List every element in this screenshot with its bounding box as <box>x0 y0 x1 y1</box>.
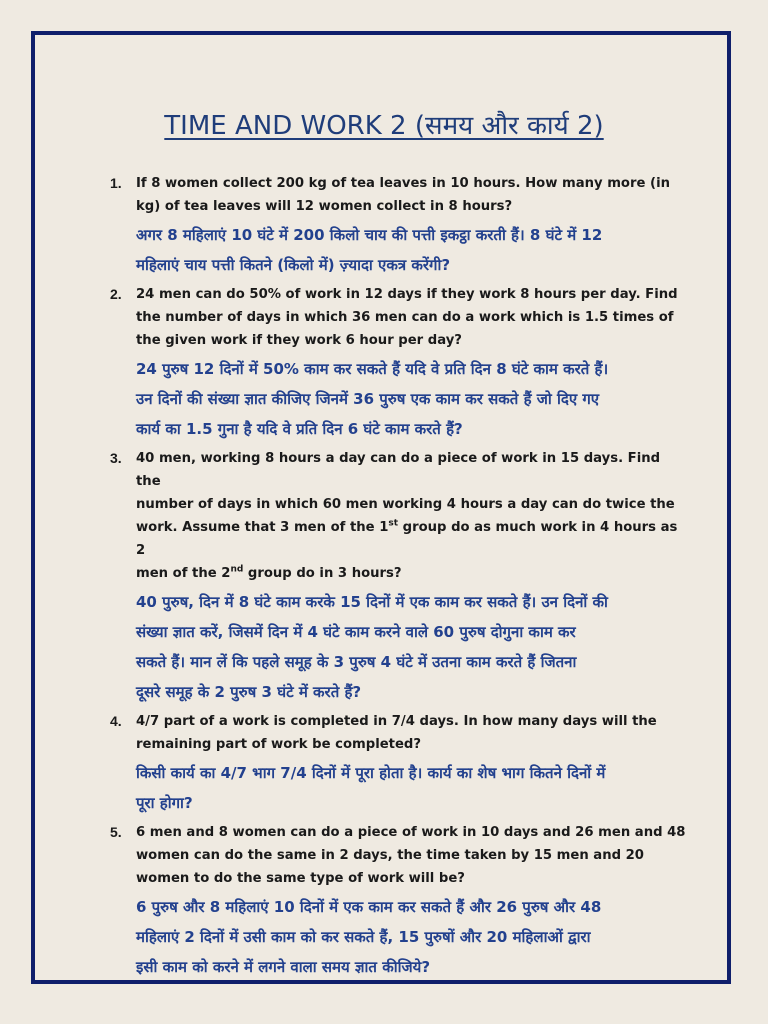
question-list <box>110 172 688 985</box>
page-title: TIME AND WORK 2 (समय और कार्य 2) <box>164 111 604 141</box>
question-english-line: 40 men, working 8 hours a day can do a piece of work in 15 days. Find the <box>136 451 661 489</box>
question-english: If 8 women collect 200 kg of tea leaves in 10 hours. How many more (in kg) of tea leaves will 12 women collect in 8 hours? <box>136 176 670 214</box>
question-number: 5. <box>110 824 122 840</box>
question-hindi: 6 पुरुष और 8 महिलाएं 10 दिनों में एक काम कर सकते हैं और 26 पुरुष और 48 महिलाएं 2 दिनों में उसी काम को कर सकते हैं, 15 पुरुषों और 20 महिलाओं द्वारा इसी काम को करने में लगने वाला समय ज्ञात कीजिये? <box>136 898 602 976</box>
question-5 <box>110 821 688 982</box>
question-english: 4/7 part of a work is completed in 7/4 days. In how many days will the remaining part of work be completed? <box>136 714 657 752</box>
question-english: 6 men and 8 women can do a piece of work in 10 days and 26 men and 48 women can do the same in 2 days, the time taken by 15 men and 20 women to do the same type of work will be? <box>136 825 686 886</box>
question-number: 4. <box>110 713 122 729</box>
question-english-line: work. Assume that 3 men of the 1 <box>136 520 389 535</box>
question-number: 3. <box>110 450 122 466</box>
question-2 <box>110 283 688 444</box>
question-3 <box>110 447 688 707</box>
question-hindi: अगर 8 महिलाएं 10 घंटे में 200 किलो चाय की पत्ती इकट्ठा करती हैं। 8 घंटे में 12 महिलाएं चाय पत्ती कितने (किलो में) ज़्यादा एकत्र करेंगी? <box>136 226 603 274</box>
question-hindi: 24 पुरुष 12 दिनों में 50% काम कर सकते हैं यदि वे प्रति दिन 8 घंटे काम करते हैं। उन दिनों की संख्या ज्ञात कीजिए जिनमें 36 पुरुष एक काम कर सकते हैं जो दिए गए कार्य का 1.5 गुना है यदि वे प्रति दिन 6 घंटे काम करते हैं? <box>136 360 609 438</box>
superscript: st <box>388 518 399 529</box>
question-english <box>136 447 688 585</box>
question-english-line: number of days in which 60 men working 4 hours a day can do twice the <box>136 497 675 512</box>
question-4 <box>110 710 688 818</box>
question-number: 2. <box>110 286 122 302</box>
question-english: 24 men can do 50% of work in 12 days if they work 8 hours per day. Find the number of days in which 36 men can do a work which is 1.5 times of the given work if they work 6 hour per day? <box>136 287 678 348</box>
question-1 <box>110 172 688 280</box>
question-english-line: group do in 3 hours? <box>243 566 402 581</box>
question-hindi: किसी कार्य का 4/7 भाग 7/4 दिनों में पूरा होता है। कार्य का शेष भाग कितने दिनों में पूरा होगा? <box>136 764 606 812</box>
question-english-line: men of the 2 <box>136 566 231 581</box>
question-hindi: 40 पुरुष, दिन में 8 घंटे काम करके 15 दिनों में एक काम कर सकते हैं। उन दिनों की संख्या ज्ञात करें, जिसमें दिन में 4 घंटे काम करने वाले 60 पुरुष दोगुना काम कर सकते हैं। मान लें कि पहले समूह के 3 पुरुष 4 घंटे में उतना काम करते हैं जितना दूसरे समूह के 2 पुरुष 3 घंटे में करते हैं? <box>136 593 608 701</box>
question-number: 1. <box>110 175 122 191</box>
superscript: nd <box>230 564 244 575</box>
question-english-line: group do as much work in 4 hours as 2 <box>136 520 678 558</box>
